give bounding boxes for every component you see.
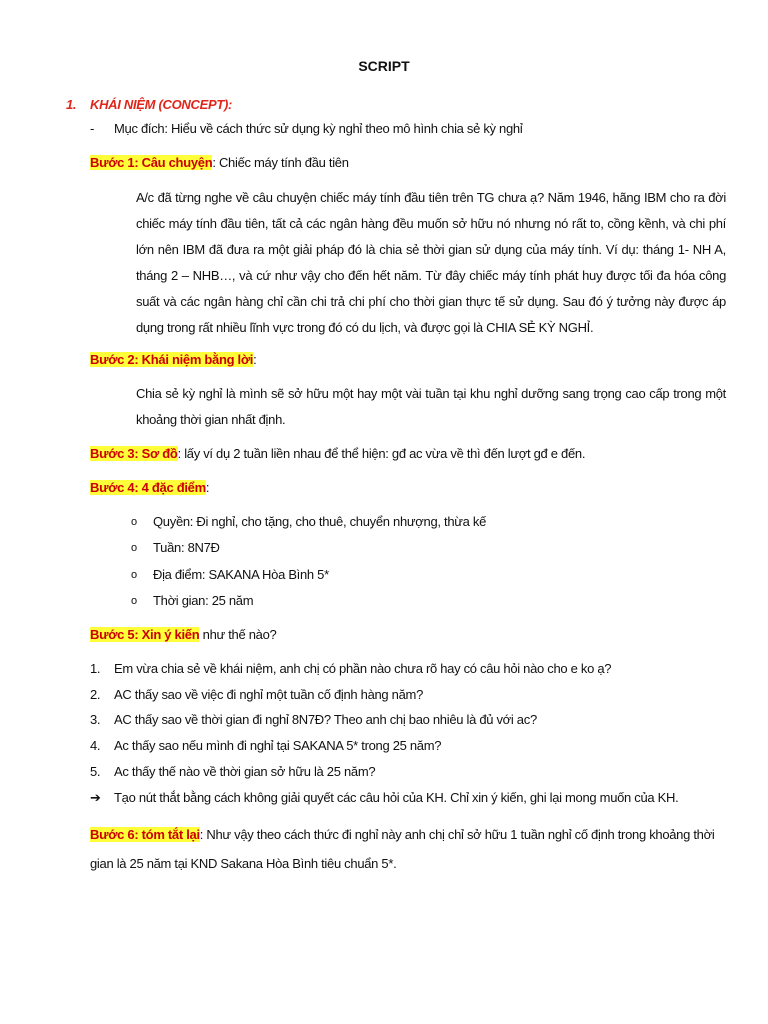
step4-bullet: o <box>131 595 137 607</box>
question-number: 1. <box>90 661 101 676</box>
step2-label: Bước 2: Khái niệm bằng lời <box>90 352 254 367</box>
section-heading-text: KHÁI NIỆM (CONCEPT): <box>90 97 233 112</box>
step1-label: Bước 1: Câu chuyện <box>90 155 213 170</box>
step5-question <box>90 661 611 676</box>
step1-suffix: : Chiếc máy tính đầu tiên <box>212 155 349 170</box>
step4-item-duration: Thời gian: 25 năm <box>153 593 254 608</box>
step3-heading <box>90 446 585 461</box>
step5-question <box>90 687 423 702</box>
purpose-dash: - <box>90 121 95 136</box>
page-title: SCRIPT <box>358 58 410 74</box>
question-text: AC thấy sao về việc đi nghỉ một tuần cố định hàng năm? <box>114 687 423 702</box>
question-number: 2. <box>90 687 101 702</box>
question-text: Ac thấy sao nếu mình đi nghỉ tại SAKANA 5* trong 25 năm? <box>114 738 442 753</box>
step4-label: Bước 4: 4 đặc điểm <box>90 480 206 495</box>
question-number: 3. <box>90 712 101 727</box>
purpose-label: Mục đích: <box>114 121 168 136</box>
question-text: AC thấy sao về thời gian đi nghỉ 8N7Đ? Theo anh chị bao nhiêu là đủ với ac? <box>114 712 537 727</box>
question-number: 4. <box>90 738 101 753</box>
step5-suffix: như thế nào? <box>199 627 277 642</box>
step5-question <box>90 738 441 753</box>
step2-paragraph: Chia sẻ kỳ nghỉ là mình sẽ sở hữu một hay một vài tuần tại khu nghỉ dưỡng sang trọng cao cấp trong một khoảng thời gian nhất định. <box>136 386 726 427</box>
step4-bullet: o <box>131 569 137 581</box>
question-text: Ac thấy thế nào về thời gian sở hữu là 25 năm? <box>114 764 376 779</box>
step5-question <box>90 712 537 727</box>
step4-item-rights: Quyền: Đi nghỉ, cho tặng, cho thuê, chuyển nhượng, thừa kế <box>153 514 487 529</box>
purpose-line <box>114 121 522 136</box>
step5-label: Bước 5: Xin ý kiến <box>90 627 200 642</box>
step4-bullet: o <box>131 542 137 554</box>
step6-summary <box>90 820 726 878</box>
step4-item-week: Tuần: 8N7Đ <box>153 540 220 555</box>
step1-paragraph: A/c đã từng nghe về câu chuyện chiếc máy tính đầu tiên trên TG chưa ạ? Năm 1946, hãng IBM cho ra đời chiếc máy tính đầu tiên, tất cả các ngân hàng đều muốn sở hữu nó nhưng nó rất to, cồng kềnh, và chi phí lớn nên IBM đã đưa ra một giải pháp đó là chia sẻ thời gian sử dụng của máy tính. Ví dụ: tháng 1- NH A, tháng 2 – NHB…, và cứ như vậy cho đến hết năm. Từ đây chiếc máy tính phát huy được tối đa hóa công suất và các ngân hàng chỉ cần chi trả chi phí cho thời gian thực tế sử dụng. Sau đó ý tưởng này được áp dụng trong rất nhiều lĩnh vực trong đó có du lịch, và được gọi là CHIA SẺ KỲ NGHỈ. <box>136 190 726 335</box>
purpose-text: Hiểu về cách thức sử dụng kỳ nghỉ theo mô hình chia sẻ kỳ nghỉ <box>167 121 523 136</box>
step6-suffix: : Như vậy theo cách thức đi nghỉ này anh chị chỉ sở hữu 1 tuần nghỉ cố định trong khoảng thời gian là 25 năm tại KND Sakana Hòa Bình tiêu chuẩn 5*. <box>90 827 715 871</box>
step3-suffix: : lấy ví dụ 2 tuần liền nhau để thể hiện: gđ ac vừa về thì đến lượt gđ e đến. <box>177 446 586 461</box>
arrow-right-icon: ➔ <box>90 790 101 805</box>
step4-suffix: : <box>205 480 210 495</box>
step2-heading <box>90 352 256 367</box>
section-number: 1. <box>66 97 77 112</box>
question-text: Em vừa chia sẻ về khái niệm, anh chị có phần nào chưa rõ hay có câu hỏi nào cho e ko ạ? <box>114 661 612 676</box>
section-heading <box>66 97 232 112</box>
step4-item-location: Địa điểm: SAKANA Hòa Bình 5* <box>153 567 329 582</box>
step5-heading <box>90 627 276 642</box>
step4-heading <box>90 480 209 495</box>
question-number: 5. <box>90 764 101 779</box>
step3-label: Bước 3: Sơ đồ <box>90 446 178 461</box>
step1-heading <box>90 155 349 170</box>
step2-suffix: : <box>253 352 257 367</box>
step5-question <box>90 764 375 779</box>
step4-bullet: o <box>131 516 137 528</box>
step5-note <box>90 790 678 806</box>
step6-label: Bước 6: tóm tắt lại <box>90 827 200 842</box>
step5-note-text: Tạo nút thắt bằng cách không giải quyết các câu hỏi của KH. Chỉ xin ý kiến, ghi lại mong muốn của KH. <box>114 790 679 805</box>
